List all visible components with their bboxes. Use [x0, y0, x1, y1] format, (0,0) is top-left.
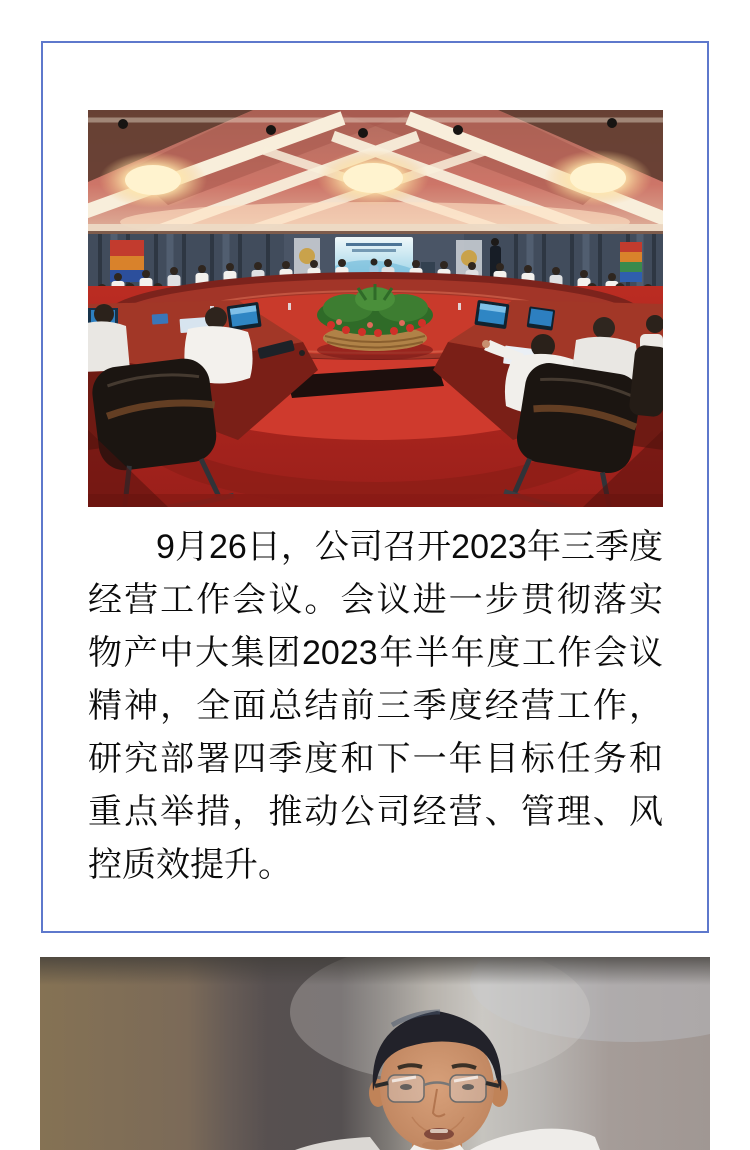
speaker-illustration — [40, 957, 710, 1150]
chandeliers — [99, 150, 652, 208]
article-card — [41, 41, 709, 933]
conference-room-illustration — [88, 110, 663, 507]
ceiling — [88, 110, 663, 242]
conference-room-photo[interactable] — [88, 110, 663, 507]
article-paragraph: 9月26日，公司召开2023年三季度经营工作会议。会议进一步贯彻落实物产中大集团2023年半年度工作会议精神，全面总结前三季度经营工作，研究部署四季度和下一年目标任务和重点举措，推动公司经营、管理、风控质效提升。 — [88, 528, 663, 884]
speaker-photo[interactable] — [40, 957, 710, 1150]
right-flag-banner — [620, 242, 642, 282]
blurred-hall-background — [40, 957, 710, 1150]
